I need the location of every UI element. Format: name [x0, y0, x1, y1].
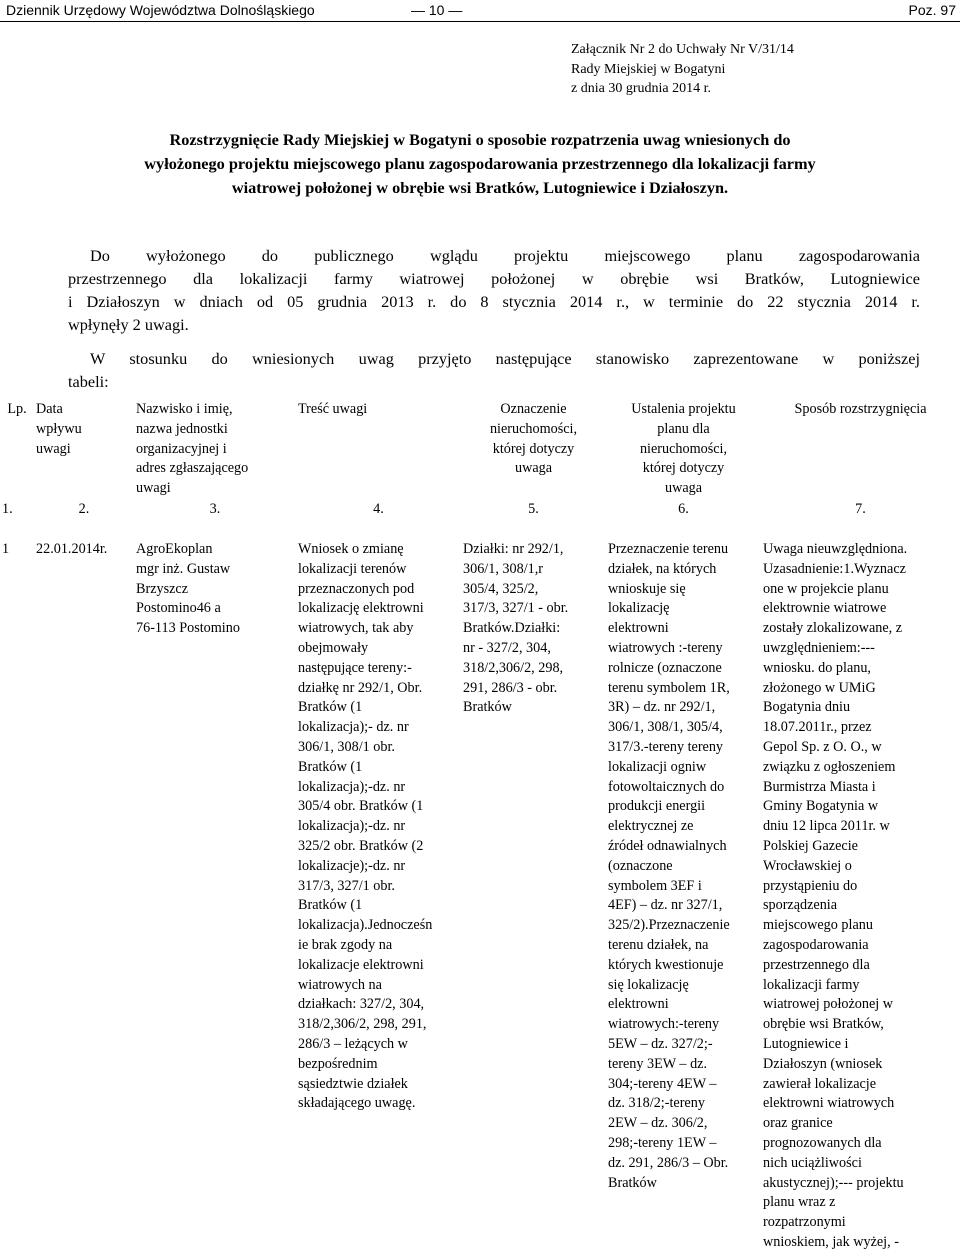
- column-number: 7.: [855, 501, 866, 517]
- cell-text-line: wiatrowych, tak aby: [298, 620, 414, 637]
- cell-text-line: Polskiej Gazecie: [763, 837, 858, 854]
- cell-text-line: Brzyszcz: [136, 580, 188, 597]
- cell-text-line: 325/2).Przeznaczenie: [608, 917, 730, 934]
- cell-text-line: źródeł odnawialnych: [608, 837, 727, 854]
- cell-text-line: elektrownie wiatrowe: [763, 600, 887, 617]
- cell-text-line: 4EF) – dz. nr 327/1,: [608, 897, 723, 914]
- page-header: [0, 0, 960, 22]
- cell-text-line: mgr inż. Gustaw: [136, 560, 231, 577]
- cell-text-line: Bratków (1: [298, 897, 363, 914]
- cell-text-line: 5EW – dz. 327/2;-: [608, 1035, 713, 1052]
- cell-text-line: wnioskuje się: [608, 580, 686, 597]
- header-content: Treść uwagi: [298, 401, 368, 417]
- table-header-row: [0, 400, 960, 500]
- cell-text-line: Uzasadnienie:1.Wyznacz: [763, 560, 906, 577]
- cell-text-line: lokalizacje elektrowni: [298, 956, 424, 973]
- cell-text-line: lokalizacja);- dz. nr: [298, 719, 409, 736]
- cell-text-line: 76-113 Postomino: [136, 620, 240, 637]
- cell-text-line: dz. 318/2;-tereny: [608, 1095, 705, 1112]
- cell-text-line: elektrowni wiatrowych: [763, 1095, 895, 1112]
- cell-text-line: AgroEkoplan: [136, 541, 213, 557]
- paragraph-line: przestrzennego dla lokalizacji farmy wiatrowej położonej w obrębie wsi Bratków, Lutogniewice: [68, 269, 920, 288]
- cell-text-line: Uwaga nieuwzględniona.: [763, 541, 908, 557]
- cell-text-line: zawierał lokalizacje: [763, 1075, 877, 1092]
- cell-text-line: działkach: 327/2, 304,: [298, 996, 425, 1013]
- cell-text-line: 2EW – dz. 306/2,: [608, 1115, 708, 1132]
- paragraph-line: wpłynęły 2 uwagi.: [68, 315, 189, 334]
- row-resolution: [761, 540, 960, 1253]
- cell-text-line: zagospodarowania: [763, 936, 869, 953]
- cell-text-line: oraz granice: [763, 1115, 833, 1132]
- cell-text-line: lokalizacji farmy: [763, 976, 860, 993]
- annex-line: Załącznik Nr 2 do Uchwały Nr V/31/14: [571, 42, 794, 57]
- cell-text-line: Bogatynia dniu: [763, 699, 851, 716]
- annex-line: Rady Miejskiej w Bogatyni: [571, 61, 726, 77]
- cell-text-line: wnioskiem, jak wyżej, -: [763, 1233, 899, 1250]
- cell-text-line: 286/3 – leżących w: [298, 1035, 408, 1052]
- cell-text-line: symbolem 3EF i: [608, 877, 702, 894]
- cell-text-line: 317/3, 327/1 - obr.: [463, 600, 569, 617]
- cell-text-line: dniu 12 lipca 2011r. w: [763, 818, 890, 835]
- cell-text-line: 317/3, 327/1 obr.: [298, 877, 395, 894]
- title-line: wiatrowej położonej w obrębie wsi Bratków, Lutogniewice i Działoszyn.: [231, 178, 729, 197]
- cell-text-line: działkę nr 292/1, Obr.: [298, 679, 423, 696]
- paragraph-line: Do wyłożonego do publicznego wglądu projektu miejscowego planu zagospodarowania: [90, 246, 920, 265]
- cell-text-line: Działoszyn (wniosek: [763, 1055, 883, 1072]
- cell-text-line: obejmowały: [298, 639, 369, 656]
- cell-text-line: lokalizacji terenów: [298, 560, 407, 577]
- cell-text-line: Wniosek o zmianę: [298, 541, 404, 557]
- title-line: Rozstrzygnięcie Rady Miejskiej w Bogatyni o sposobie rozpatrzenia uwag wniesionych do: [169, 130, 791, 149]
- cell-text-line: nich uciążliwości: [763, 1154, 862, 1171]
- cell-text-line: lokalizację elektrowni: [298, 600, 424, 617]
- comments-table: [0, 400, 960, 1253]
- paragraph-line: i Działoszyn w dniach od 05 grudnia 2013 r. do 8 stycznia 2014 r., w terminie do 22 stycznia 2014 r.: [68, 292, 920, 311]
- column-number: 4.: [373, 501, 384, 517]
- column-number-row: [0, 500, 960, 524]
- cell-text-line: Postomino46 a: [136, 600, 221, 617]
- cell-text-line: 318/2,306/2, 298,: [463, 659, 564, 676]
- cell-text-line: bezpośrednim: [298, 1055, 378, 1072]
- cell-text-line: się lokalizację: [608, 976, 689, 993]
- cell-text-line: Bratków: [608, 1174, 657, 1191]
- cell-text-line: one w projekcie planu: [763, 580, 889, 597]
- cell-text-line: 298;-tereny 1EW –: [608, 1134, 717, 1151]
- cell-text-line: 18.07.2011r., przez: [763, 719, 872, 736]
- cell-text-line: których kwestionuje: [608, 956, 724, 973]
- cell-text-line: rolnicze (oznaczone: [608, 659, 722, 676]
- cell-text-line: przeznaczonych pod: [298, 580, 415, 597]
- cell-text-line: Lutogniewice i: [763, 1035, 849, 1052]
- cell-text-line: Bratków (1: [298, 758, 363, 775]
- cell-text-line: przestrzennego dla: [763, 956, 870, 973]
- stance-paragraph: [68, 347, 920, 393]
- cell-text-line: Burmistrza Miasta i: [763, 778, 876, 795]
- position-number: Poz. 97: [908, 2, 956, 18]
- page-number: — 10 —: [411, 2, 463, 18]
- cell-text-line: miejscowego planu: [763, 917, 873, 934]
- cell-text-line: produkcji energii: [608, 798, 706, 815]
- cell-text-line: 305/4, 325/2,: [463, 580, 539, 597]
- cell-text-line: nr - 327/2, 304,: [463, 639, 551, 656]
- row-parcels: [461, 540, 606, 1253]
- intro-paragraph: [68, 244, 920, 336]
- cell-text-line: terenu działek, na: [608, 936, 709, 953]
- document-title: [0, 128, 960, 200]
- cell-text-line: Bratków (1: [298, 699, 363, 716]
- cell-text-line: tereny 3EW – dz.: [608, 1055, 708, 1072]
- cell-text-line: lokalizacji ogniw: [608, 758, 707, 775]
- cell-text-line: wniosku. do planu,: [763, 659, 871, 676]
- cell-text-line: lokalizacje);-dz. nr: [298, 857, 406, 874]
- cell-text-line: następujące tereny:-: [298, 659, 412, 676]
- cell-text-line: wiatrowej położonej w: [763, 996, 894, 1013]
- annex-line: z dnia 30 grudnia 2014 r.: [571, 81, 711, 96]
- cell-text-line: fotowoltaicznych do: [608, 778, 725, 795]
- column-number: 6.: [678, 501, 689, 517]
- cell-text-line: Gepol Sp. z O. O., w: [763, 738, 882, 755]
- cell-text-line: wiatrowych:-tereny: [608, 1016, 720, 1033]
- paragraph-line: tabeli:: [68, 372, 109, 391]
- cell-text-line: obrębie wsi Bratków,: [763, 1016, 884, 1033]
- cell-text-line: rozpatrzonymi: [763, 1214, 846, 1231]
- header-date: Data wpływu uwagi: [36, 401, 82, 457]
- cell-text-line: elektrycznej ze: [608, 818, 694, 835]
- table-row: [0, 540, 960, 1253]
- cell-text-line: 306/1, 308/1,r: [463, 560, 543, 577]
- cell-text-line: Bratków: [463, 699, 512, 716]
- row-plan: [606, 540, 761, 1253]
- cell-text-line: wiatrowych :-tereny: [608, 639, 723, 656]
- header-resolution: Sposób rozstrzygnięcia: [794, 401, 927, 417]
- cell-text-line: związku z ogłoszeniem: [763, 758, 896, 775]
- cell-text-line: 318/2,306/2, 298, 291,: [298, 1016, 427, 1033]
- header-author: Nazwisko i imię, nazwa jednostki organizacyjnej i adres zgłaszającego uwagi: [136, 401, 249, 497]
- cell-text-line: 306/1, 308/1 obr.: [298, 738, 395, 755]
- cell-text-line: Działki: nr 292/1,: [463, 541, 564, 557]
- cell-text-line: dz. 291, 286/3 – Obr.: [608, 1154, 729, 1171]
- column-number: 3.: [209, 501, 221, 517]
- cell-text-line: Bratków.Działki:: [463, 620, 561, 637]
- header-divider: [0, 21, 960, 22]
- cell-text-line: 305/4 obr. Bratków (1: [298, 798, 424, 815]
- row-content: [296, 540, 461, 1253]
- header-lp: Lp.: [7, 401, 27, 417]
- title-line: wyłożonego projektu miejscowego planu zagospodarowania przestrzennego dla lokalizacji farmy: [144, 154, 816, 173]
- cell-text-line: terenu symbolem 1R,: [608, 679, 730, 696]
- cell-text-line: lokalizacja);-dz. nr: [298, 778, 406, 795]
- cell-text-line: Wrocławskiej o: [763, 857, 852, 874]
- header-plan: Ustalenia projektu planu dla nieruchomości, której dotyczy uwaga: [631, 401, 736, 497]
- cell-text-line: 3R) – dz. nr 292/1,: [608, 699, 716, 716]
- cell-text-line: 291, 286/3 - obr.: [463, 679, 558, 696]
- cell-text-line: planu wraz z: [763, 1194, 836, 1211]
- header-parcel: Oznaczenie nieruchomości, której dotyczy uwaga: [489, 401, 578, 477]
- cell-text-line: sporządzenia: [763, 897, 838, 914]
- cell-text-line: złożonego w UMiG: [763, 679, 876, 696]
- cell-text-line: działek, na których: [608, 560, 717, 577]
- row-author: [134, 540, 296, 1253]
- cell-text-line: prognozowanych dla: [763, 1134, 882, 1151]
- cell-text-line: zostały zlokalizowane, z: [763, 620, 903, 637]
- column-number: 1.: [2, 501, 13, 517]
- cell-text-line: elektrowni: [608, 996, 669, 1013]
- cell-text-line: składającego uwagę.: [298, 1095, 416, 1112]
- cell-text-line: lokalizacja).Jednocześn: [298, 917, 433, 934]
- cell-text-line: lokalizację: [608, 600, 670, 617]
- annex-reference: [571, 40, 794, 99]
- cell-text-line: uwzględnieniem:---: [763, 639, 875, 656]
- cell-text-line: akustycznej);--- projektu: [763, 1174, 904, 1191]
- cell-text-line: 325/2 obr. Bratków (2: [298, 837, 424, 854]
- cell-text-line: 306/1, 308/1, 305/4,: [608, 719, 723, 736]
- row-date: 22.01.2014r.: [36, 541, 108, 557]
- cell-text-line: lokalizacja);-dz. nr: [298, 818, 406, 835]
- cell-text-line: (oznaczone: [608, 857, 673, 874]
- paragraph-line: W stosunku do wniesionych uwag przyjęto następujące stanowisko zaprezentowane w poniższej: [90, 349, 920, 368]
- cell-text-line: elektrowni: [608, 620, 669, 637]
- cell-text-line: 317/3.-tereny tereny: [608, 738, 724, 755]
- cell-text-line: sąsiedztwie działek: [298, 1075, 408, 1092]
- cell-text-line: Gminy Bogatynia w: [763, 798, 879, 815]
- cell-text-line: 304;-tereny 4EW –: [608, 1075, 717, 1092]
- journal-name: Dziennik Urzędowy Województwa Dolnośląskiego: [6, 2, 315, 18]
- row-lp: 1: [2, 541, 10, 557]
- column-number: 5.: [528, 501, 539, 517]
- cell-text-line: przystąpieniu do: [763, 877, 858, 894]
- cell-text-line: Przeznaczenie terenu: [608, 541, 729, 557]
- cell-text-line: wiatrowych na: [298, 976, 382, 993]
- column-number: 2.: [78, 501, 90, 517]
- cell-text-line: ie brak zgody na: [298, 936, 393, 953]
